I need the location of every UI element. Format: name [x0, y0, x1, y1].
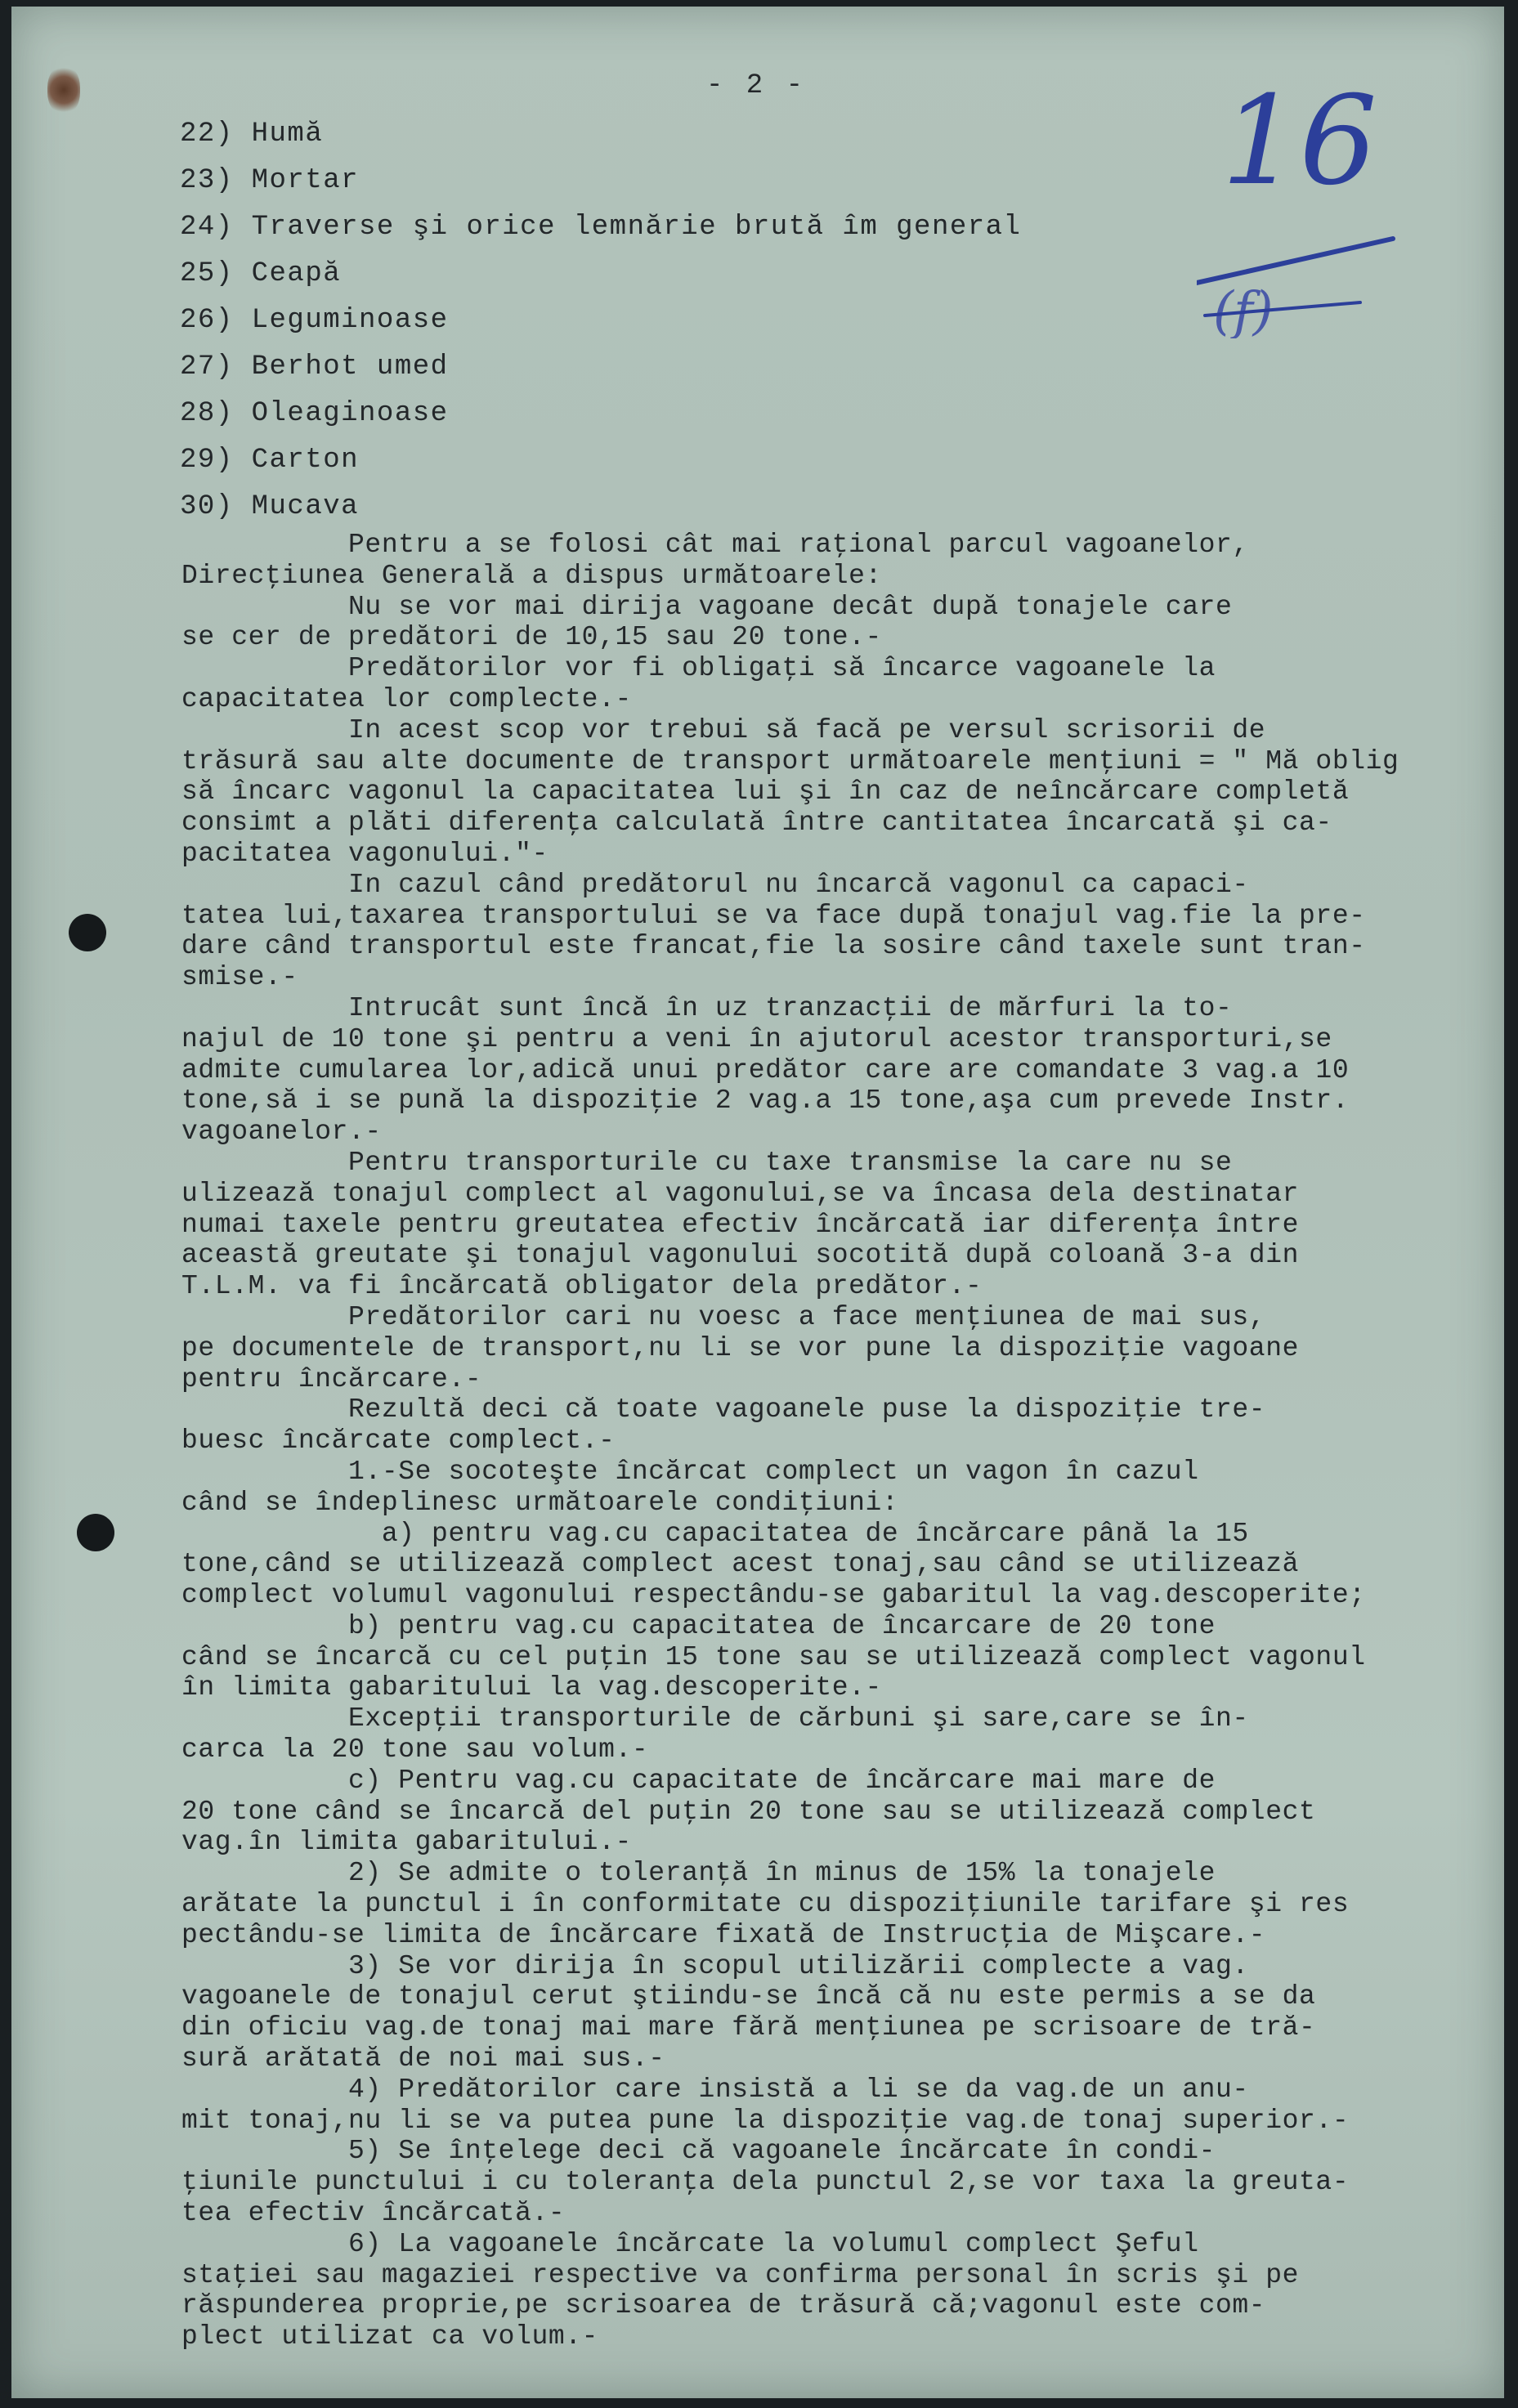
list-item: 22) Humă [180, 119, 324, 150]
text-line: complect volumul vagonului respectându-se gabaritul la vag.descoperite; [181, 1580, 1366, 1611]
text-line: admite cumularea lor,adică unui predător care are comandate 3 vag.a 10 [181, 1054, 1350, 1085]
text-line: Pentru transporturile cu taxe transmise la care nu se [181, 1147, 1233, 1178]
text-line: în limita gabaritului la vag.descoperite.- [181, 1672, 882, 1703]
punch-hole [77, 1514, 114, 1551]
text-line: Pentru a se folosi cât mai raţional parcul vagoanelor, [181, 530, 1249, 560]
text-line: ulizează tonajul complect al vagonului,se va încasa dela destinatar [181, 1178, 1300, 1209]
text-line: când se încarcă cu cel puţin 15 tone sau se utilizează complect vagonul [181, 1641, 1366, 1672]
text-line: 5) Se înţelege deci că vagoanele încărcate în condi- [181, 2136, 1216, 2167]
document-body [181, 530, 1489, 2352]
text-line: ţiunile punctului i cu toleranţa dela punctul 2,se vor taxa la greuta- [181, 2167, 1350, 2198]
text-line: pacitatea vagonului."- [181, 838, 549, 869]
text-line: 4) Predătorilor care insistă a li se da vag.de un anu- [181, 2074, 1249, 2105]
text-line: mit tonaj,nu li se va putea pune la dispoziţie vag.de tonaj superior.- [181, 2105, 1350, 2136]
text-line: se cer de predători de 10,15 sau 20 tone.- [181, 622, 882, 653]
text-line: plect utilizat ca volum.- [181, 2321, 599, 2352]
text-line: tea efectiv încărcată.- [181, 2198, 566, 2229]
list-item: 24) Traverse şi orice lemnărie brută îm general [180, 212, 1022, 243]
text-line: pentru încărcare.- [181, 1363, 482, 1394]
text-line: b) pentru vag.cu capacitatea de încarcare de 20 tone [181, 1610, 1216, 1641]
text-line: 2) Se admite o toleranţă în minus de 15% la tonajele [181, 1858, 1216, 1889]
text-line: tatea lui,taxarea transportului se va face după tonajul vag.fie la pre- [181, 900, 1366, 931]
text-line: când se îndeplinesc următoarele condiţiuni: [181, 1487, 899, 1518]
text-line: pe documentele de transport,nu li se vor pune la dispoziţie vagoane [181, 1332, 1300, 1363]
materials-list [180, 111, 1021, 530]
text-line: dare când transportul este francat,fie la sosire când taxele sunt tran- [181, 931, 1366, 962]
folio-number-text: 16 [1221, 70, 1377, 213]
text-line: consimt a plăti diferenţa calculată între cantitatea încarcată şi ca- [181, 808, 1332, 839]
text-line: Intrucât sunt încă în uz tranzacţii de mărfuri la to- [181, 992, 1233, 1023]
list-item: 26) Leguminoase [180, 305, 449, 336]
list-item: 29) Carton [180, 445, 360, 476]
text-line: vag.în limita gabaritului.- [181, 1827, 632, 1858]
text-line: Predătorilor cari nu voesc a face menţiunea de mai sus, [181, 1301, 1266, 1332]
text-line: Predătorilor vor fi obligaţi să încarce vagoanele la [181, 653, 1216, 684]
text-line: trăsură sau alte documente de transport următoarele menţiuni = " Mă oblig [181, 745, 1399, 777]
text-line: a) pentru vag.cu capacitatea de încărcare până la 15 [181, 1518, 1249, 1549]
text-line: buesc încărcate complect.- [181, 1426, 616, 1457]
text-line: staţiei sau magaziei respective va confirma personal în scris şi pe [181, 2259, 1300, 2290]
punch-hole [69, 914, 106, 951]
text-line: smise.- [181, 962, 298, 993]
text-line: arătate la punctul i în conformitate cu dispoziţiunile tarifare şi res [181, 1889, 1350, 1920]
text-line: c) Pentru vag.cu capacitate de încărcare mai mare de [181, 1765, 1216, 1796]
text-line: vagoanelor.- [181, 1117, 382, 1148]
document-page [11, 7, 1504, 2398]
text-line: 3) Se vor dirija în scopul utilizării complecte a vag. [181, 1950, 1249, 1981]
text-line: Excepţii transporturile de cărbuni şi sare,care se în- [181, 1703, 1249, 1734]
text-line: răspunderea proprie,pe scrisoarea de trăsură că;vagonul este com- [181, 2290, 1266, 2321]
text-line: tone,când se utilizează complect acest tonaj,sau când se utilizează [181, 1549, 1300, 1580]
text-line: In cazul când predătorul nu încarcă vagonul ca capaci- [181, 869, 1249, 900]
text-line: pectându-se limita de încărcare fixată de Instrucţia de Mişcare.- [181, 1919, 1266, 1950]
list-item: 25) Ceapă [180, 258, 342, 289]
list-item: 30) Mucava [180, 491, 360, 522]
page-number: - 2 - [706, 70, 807, 101]
text-line: Direcţiunea Generală a dispus următoarele: [181, 560, 882, 591]
text-line: In acest scop vor trebui să facă pe versul scrisorii de [181, 714, 1266, 745]
text-line: najul de 10 tone şi pentru a veni în ajutorul acestor transporturi,se [181, 1023, 1332, 1054]
text-line: numai taxele pentru greutatea efectiv încărcată iar diferenţa între [181, 1209, 1300, 1240]
text-line: T.L.M. va fi încărcată obligator dela predător.- [181, 1271, 983, 1302]
text-line: vagoanele de tonajul cerut ştiindu-se încă că nu este permis a se da [181, 1981, 1316, 2012]
text-line: capacitatea lor complecte.- [181, 683, 632, 714]
list-item: 27) Berhot umed [180, 351, 449, 383]
text-line: 6) La vagoanele încărcate la volumul complect Şeful [181, 2228, 1199, 2259]
text-line: Nu se vor mai dirija vagoane decât după tonajele care [181, 591, 1233, 622]
text-line: această greutate şi tonajul vagonului socotită după coloană 3-a din [181, 1240, 1300, 1271]
text-line: din oficiu vag.de tonaj mai mare fără menţiunea pe scrisoare de tră- [181, 2012, 1316, 2043]
ink-stain [47, 65, 80, 114]
list-item: 23) Mortar [180, 165, 360, 196]
text-line: 20 tone când se încarcă del puţin 20 tone sau se utilizează complect [181, 1796, 1316, 1827]
text-line: sură arătată de noi mai sus.- [181, 2043, 665, 2075]
list-item: 28) Oleaginoase [180, 398, 449, 429]
text-line: 1.-Se socoteşte încărcat complect un vagon în cazul [181, 1456, 1199, 1487]
handwritten-folio-number [1197, 44, 1401, 338]
struck-folio-text: (f) [1213, 281, 1274, 338]
text-line: tone,să i se pună la dispoziţie 2 vag.a 15 tone,aşa cum prevede Instr. [181, 1085, 1350, 1117]
text-line: Rezultă deci că toate vagoanele puse la dispoziţie tre- [181, 1394, 1266, 1426]
text-line: carca la 20 tone sau volum.- [181, 1734, 649, 1766]
text-line: să încarc vagonul la capacitatea lui şi în caz de neîncărcare completă [181, 777, 1350, 808]
